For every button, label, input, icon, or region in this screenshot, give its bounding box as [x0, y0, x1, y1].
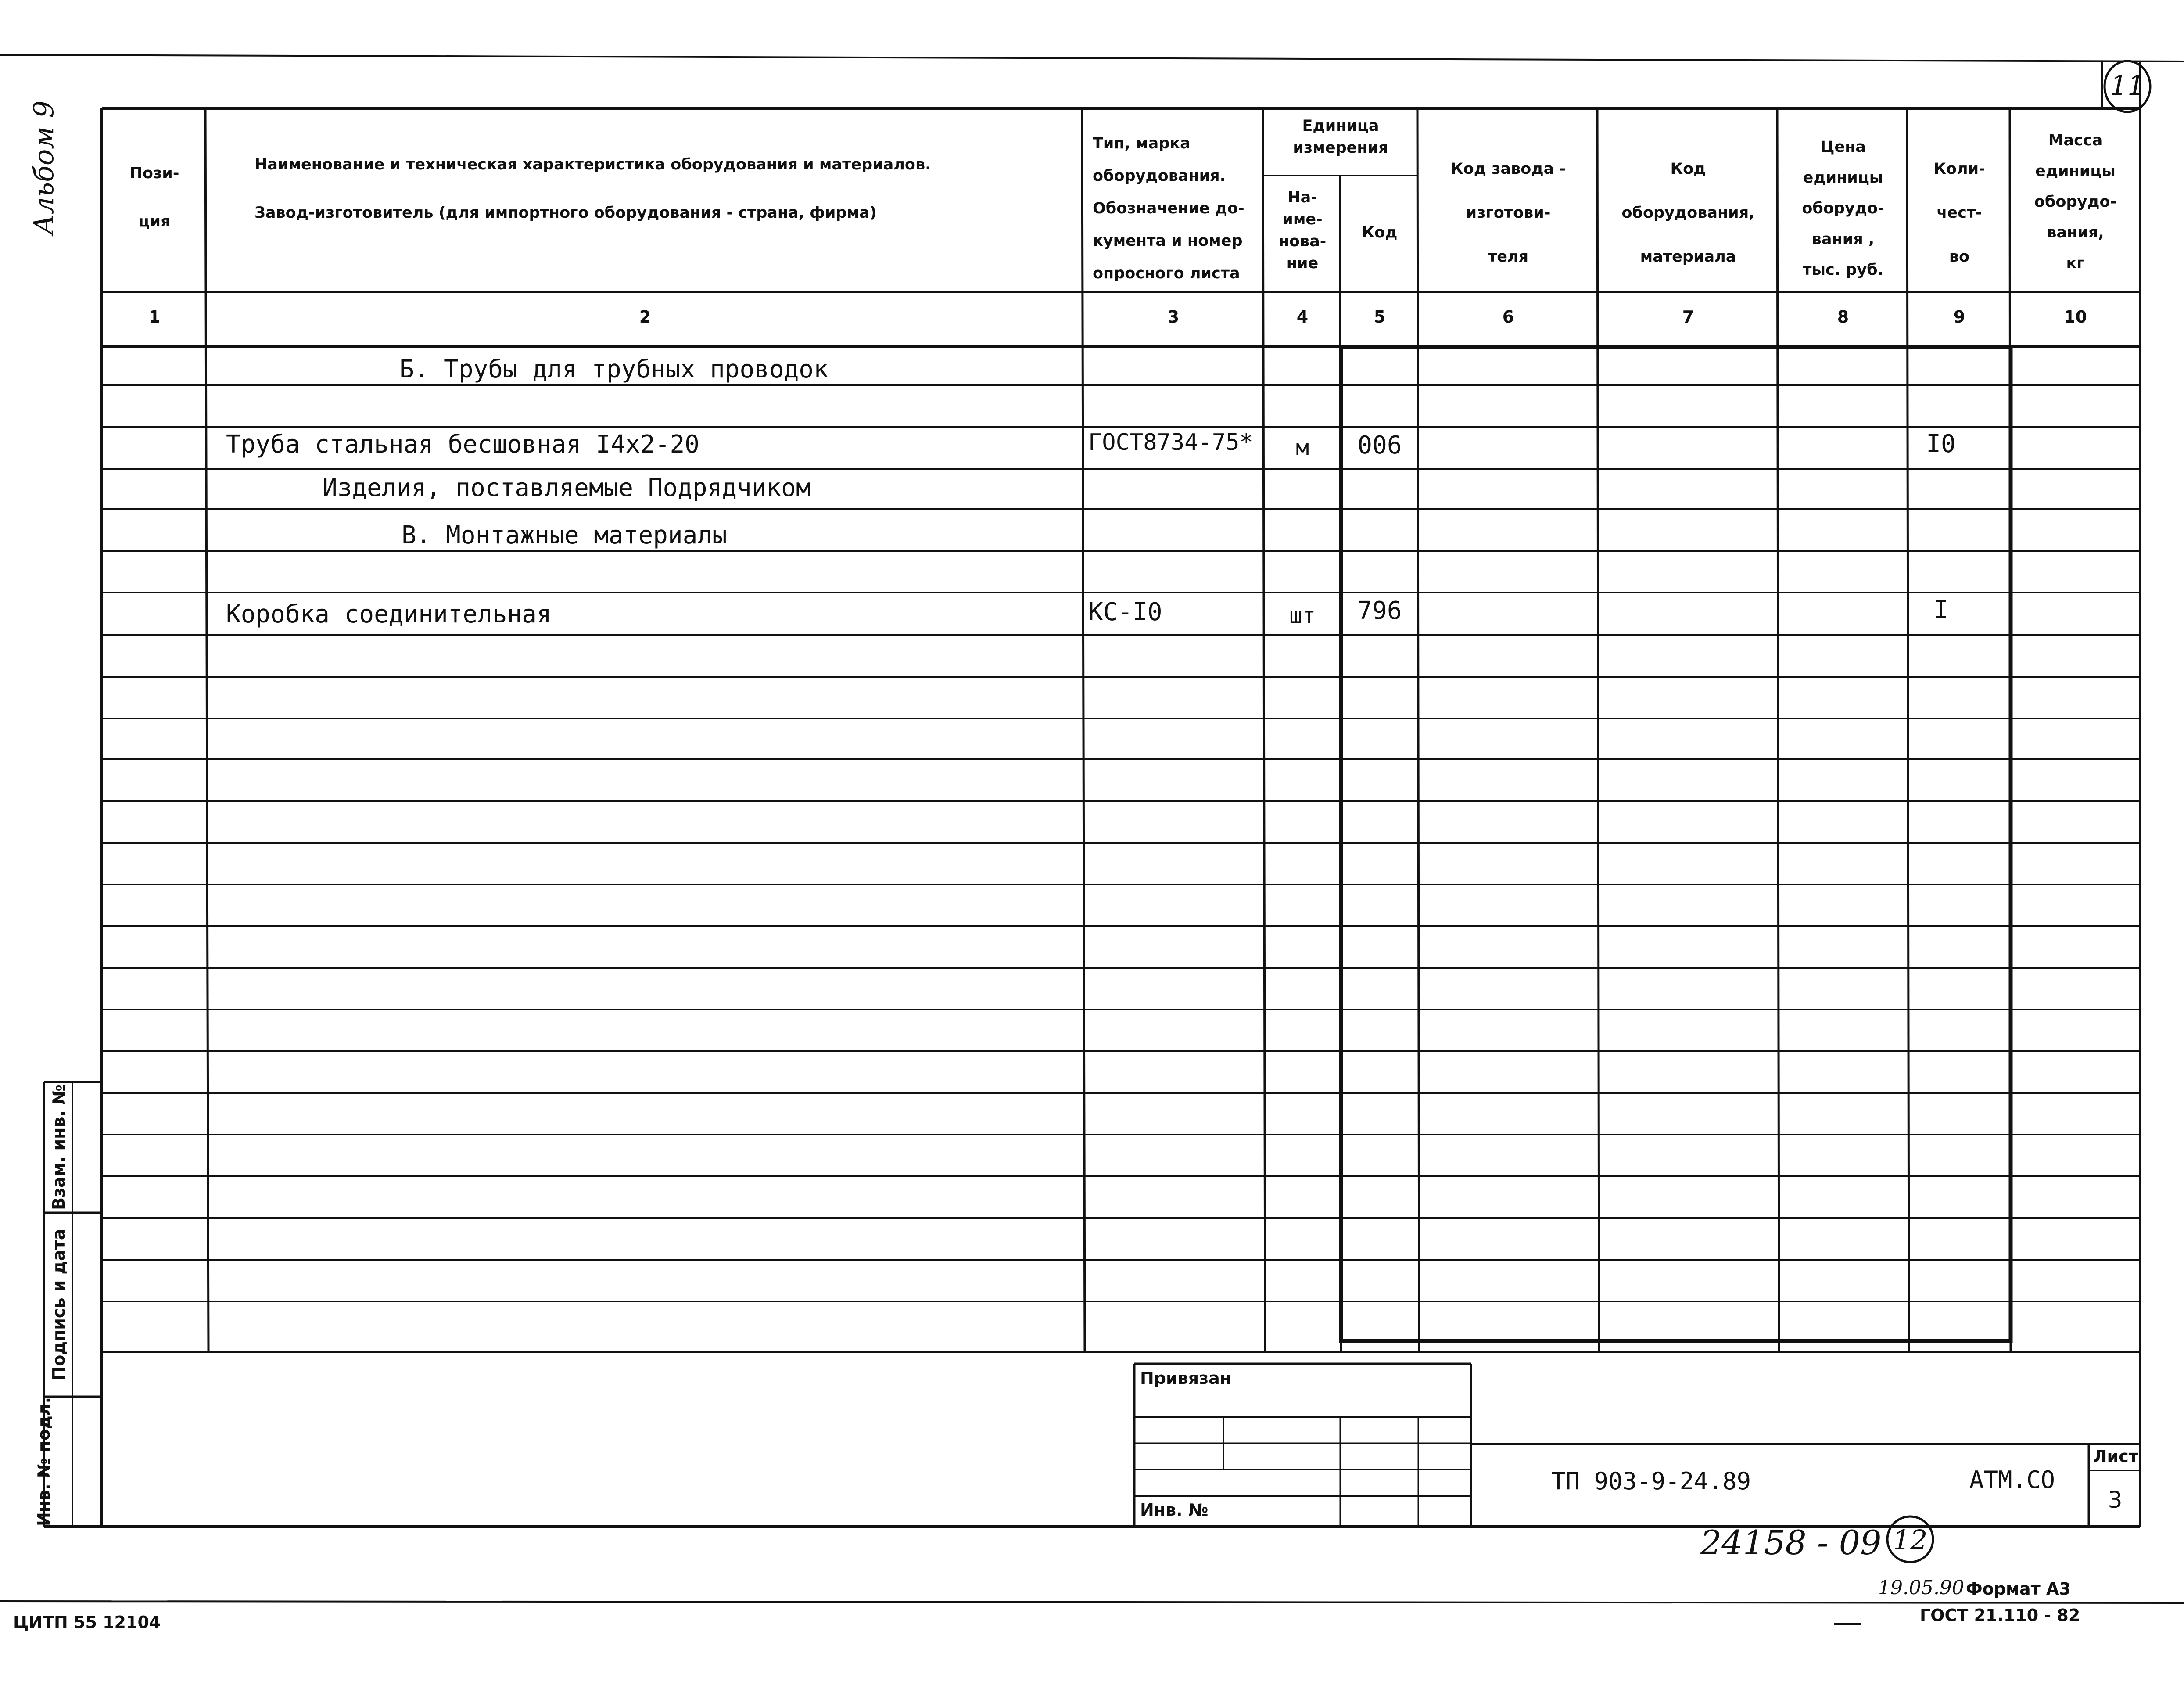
list-number: 3: [2108, 1487, 2123, 1513]
privyazan-label: Привязан: [1140, 1369, 1232, 1388]
stamp-podpis-data: Подпись и дата: [49, 1229, 68, 1380]
colnum-5: 5: [1374, 307, 1386, 327]
row-unit: м: [1295, 435, 1309, 460]
row-qty: I: [1933, 596, 1948, 624]
colnum-1: 1: [148, 307, 161, 327]
row-name: Труба стальная бесшовная I4x2-20: [226, 430, 699, 459]
header-col2: Наименование и техническая характеристика оборудования и материалов. Завод-изготовитель (для импортного оборудования - страна, фирма): [255, 156, 931, 222]
stamp-vzam-inv: Взам. инв. №: [49, 1085, 68, 1210]
colnum-7: 7: [1682, 307, 1694, 327]
colnum-2: 2: [639, 307, 651, 327]
row-unit: шт: [1289, 603, 1316, 628]
archive-number: 24158 - 09: [1700, 1523, 1882, 1562]
archive-circle-number: 12: [1893, 1524, 1928, 1556]
header-col8: Цена единицы оборудо- вания , тыс. руб.: [1802, 138, 1884, 279]
album-label: Альбом 9: [28, 101, 60, 235]
header-col6: Код завода - изготови- теля: [1451, 160, 1566, 266]
row-name: Б. Трубы для трубных проводок: [399, 355, 828, 384]
colnum-6: 6: [1502, 307, 1514, 327]
header-col5: Код: [1362, 224, 1398, 241]
ctip-label: ЦИТП 55 12104: [13, 1613, 161, 1632]
colnum-10: 10: [2064, 307, 2087, 327]
header-col3: Тип, марка оборудования. Обозначение до- кумента и номер опросного листа: [1093, 135, 1244, 282]
colnum-9: 9: [1953, 307, 1965, 327]
header-unit-group: Единица измерения: [1293, 117, 1388, 157]
row-code: 796: [1357, 596, 1402, 625]
stamp-inv-podl: Инв. № подл.: [34, 1397, 54, 1527]
gost-label: ГОСТ 21.110 - 82: [1920, 1606, 2080, 1625]
row-name: Изделия, поставляемые Подрядчиком: [323, 474, 811, 502]
header-col1: Пози- ция: [129, 165, 179, 230]
sign-date: 19.05.90: [1878, 1577, 1964, 1599]
inv-no-label: Инв. №: [1140, 1500, 1209, 1520]
colnum-8: 8: [1837, 307, 1849, 327]
header-col10: Масса единицы оборудо- вания, кг: [2034, 132, 2117, 272]
row-name: Коробка соединительная: [226, 600, 552, 629]
header-col7: Код оборудования, материала: [1621, 160, 1755, 266]
row-type: ГОСТ8734-75*: [1088, 429, 1253, 456]
list-label: Лист: [2093, 1447, 2138, 1466]
sheet-circle-number: 11: [2110, 69, 2145, 101]
row-qty: I0: [1926, 430, 1956, 458]
header-col4: На- име- нова- ние: [1278, 189, 1327, 272]
header-col9: Коли- чест- во: [1933, 160, 1985, 266]
row-code: 006: [1357, 431, 1402, 460]
format-label: Формат А3: [1966, 1579, 2071, 1599]
doc-code: ТП 903-9-24.89: [1551, 1467, 1751, 1495]
colnum-3: 3: [1167, 307, 1180, 327]
colnum-4: 4: [1296, 307, 1309, 327]
doc-mark: АТМ.СО: [1969, 1466, 2055, 1494]
row-name: В. Монтажные материалы: [402, 521, 727, 550]
row-type: КС-I0: [1088, 598, 1162, 626]
